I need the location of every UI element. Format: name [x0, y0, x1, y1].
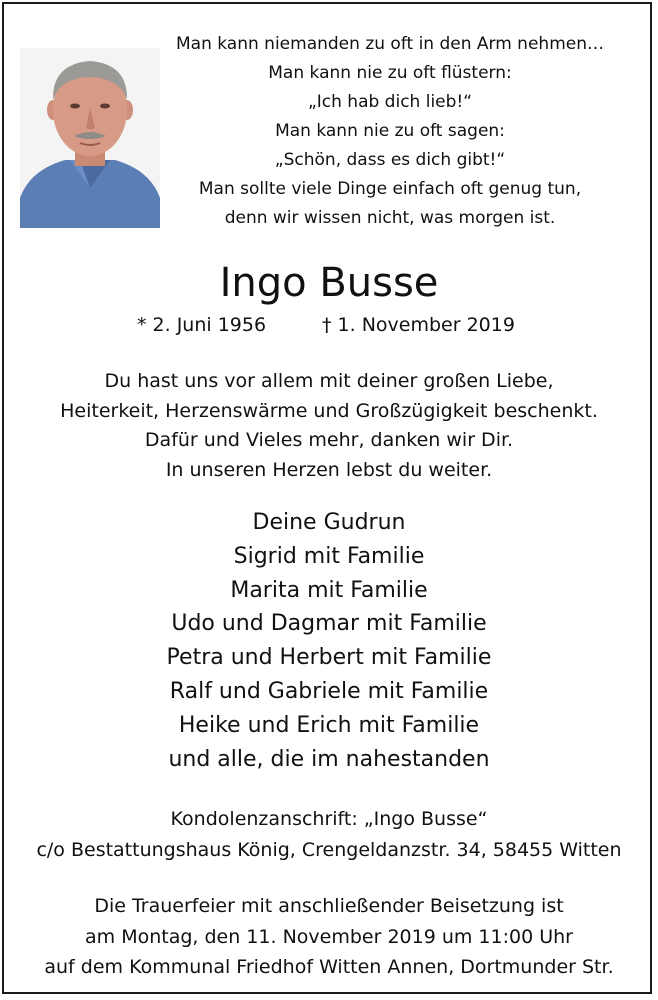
- tribute-line: In unseren Herzen lebst du weiter.: [165, 458, 493, 481]
- condolence-label: Kondolenzanschrift: „Ingo Busse“: [170, 808, 488, 830]
- funeral-line: auf dem Kommunal Friedhof Witten Annen, Dortmunder Str.: [44, 956, 614, 978]
- family-member: Marita mit Familie: [230, 577, 428, 603]
- birth-date: * 2. Juni 1956: [137, 314, 267, 336]
- poem: [160, 30, 620, 233]
- family-member: und alle, die im nahestanden: [168, 746, 490, 772]
- family-list: [0, 506, 658, 776]
- tribute-line: Dafür und Vieles mehr, danken wir Dir.: [144, 429, 514, 451]
- family-member: Deine Gudrun: [252, 510, 406, 535]
- tribute-text: [0, 367, 658, 485]
- family-member: Sigrid mit Familie: [233, 543, 425, 569]
- family-member: Ralf und Gabriele mit Familie: [169, 678, 489, 704]
- portrait-illustration: [20, 48, 160, 228]
- poem-line: „Ich hab dich lieb!“: [307, 92, 473, 112]
- poem-line: „Schön, dass es dich gibt!“: [274, 150, 506, 170]
- poem-line: denn wir wissen nicht, was morgen ist.: [224, 208, 556, 228]
- funeral-info: [0, 891, 658, 983]
- portrait-photo: [20, 48, 160, 228]
- deceased-name: Ingo Busse: [219, 260, 439, 306]
- family-member: Petra und Herbert mit Familie: [166, 645, 492, 671]
- tribute-line: Du hast uns vor allem mit deiner großen Liebe,: [104, 370, 554, 392]
- condolence-address: [0, 804, 658, 866]
- condolence-address-line: c/o Bestattungshaus König, Crengeldanzstr. 34, 58455 Witten: [36, 839, 622, 861]
- family-member: Udo und Dagmar mit Familie: [171, 611, 487, 637]
- tribute-line: Heiterkeit, Herzenswärme und Großzügigkeit beschenkt.: [60, 399, 598, 422]
- poem-line: Man kann nie zu oft flüstern:: [268, 63, 512, 83]
- family-member: Heike und Erich mit Familie: [178, 712, 480, 738]
- death-date: † 1. November 2019: [322, 314, 515, 336]
- poem-line: Man kann nie zu oft sagen:: [275, 121, 505, 141]
- funeral-line: Die Trauerfeier mit anschließender Beisetzung ist: [94, 895, 564, 917]
- funeral-line: am Montag, den 11. November 2019 um 11:00 Uhr: [85, 925, 573, 948]
- poem-line: Man kann niemanden zu oft in den Arm nehmen…: [176, 34, 604, 54]
- poem-line: Man sollte viele Dinge einfach oft genug tun,: [198, 179, 582, 199]
